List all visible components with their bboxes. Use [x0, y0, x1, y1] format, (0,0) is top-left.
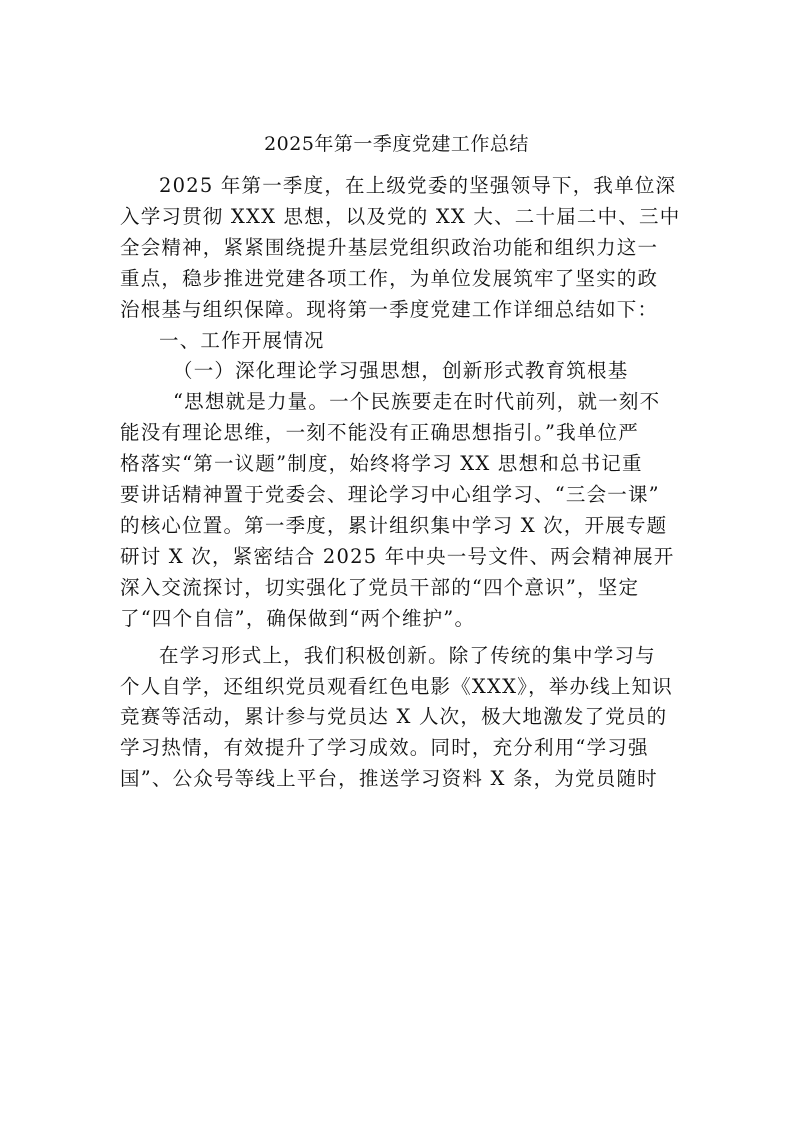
text-line: 格落实“第一议题”制度，始终将学习 XX 思想和总书记重	[120, 452, 643, 476]
page-title: 2025年第一季度党建工作总结	[264, 133, 529, 155]
document-body	[120, 171, 680, 795]
text-line: 在学习形式上，我们积极创新。除了传统的集中学习与	[159, 643, 656, 667]
text-line: 学习热情，有效提升了学习成效。同时，充分利用“学习强	[120, 736, 649, 760]
text-line: 重点，稳步推进党建各项工作，为单位发展筑牢了坚实的政	[120, 266, 659, 290]
text-line: 入学习贯彻 XXX 思想，以及党的 XX 大、二十届二中、三中	[120, 204, 681, 228]
intro-paragraph	[120, 171, 680, 326]
text-line: 了“四个自信”，确保做到“两个维护”。	[120, 606, 476, 630]
text-line: 研讨 X 次，紧密结合 2025 年中央一号文件、两会精神展开	[120, 544, 675, 568]
text-line: 个人自学，还组织党员观看红色电影《XXX》，举办线上知识	[120, 674, 673, 698]
text-line: 要讲话精神置于党委会、理论学习中心组学习、“三会一课”	[120, 483, 660, 507]
theory-study-paragraph	[120, 387, 680, 634]
text-line: 深入交流探讨，切实强化了党员干部的“四个意识”，坚定	[120, 575, 640, 599]
study-format-paragraph	[120, 641, 680, 796]
text-line: “思想就是力量。一个民族要走在时代前列，就一刻不	[173, 390, 661, 414]
text-line: 的核心位置。第一季度，累计组织集中学习 X 次，开展专题	[120, 513, 668, 537]
text-line: 2025 年第一季度，在上级党委的坚强领导下，我单位深	[159, 174, 677, 197]
section-heading: 一、工作开展情况	[159, 328, 325, 352]
text-line: 能没有理论思维，一刻不能没有正确思想指引。”我单位严	[120, 421, 639, 445]
text-line: 国”、公众号等线上平台，推送学习资料 X 条，为党员随时	[120, 767, 658, 791]
text-line: 竞赛等活动，累计参与党员达 X 人次，极大地激发了党员的	[120, 705, 668, 729]
text-line: 治根基与组织保障。现将第一季度党建工作详细总结如下：	[120, 297, 659, 321]
text-line: 全会精神，紧紧围绕提升基层党组织政治功能和组织力这一	[120, 235, 659, 259]
subsection-heading: （一）深化理论学习强思想，创新形式教育筑根基	[173, 359, 629, 383]
